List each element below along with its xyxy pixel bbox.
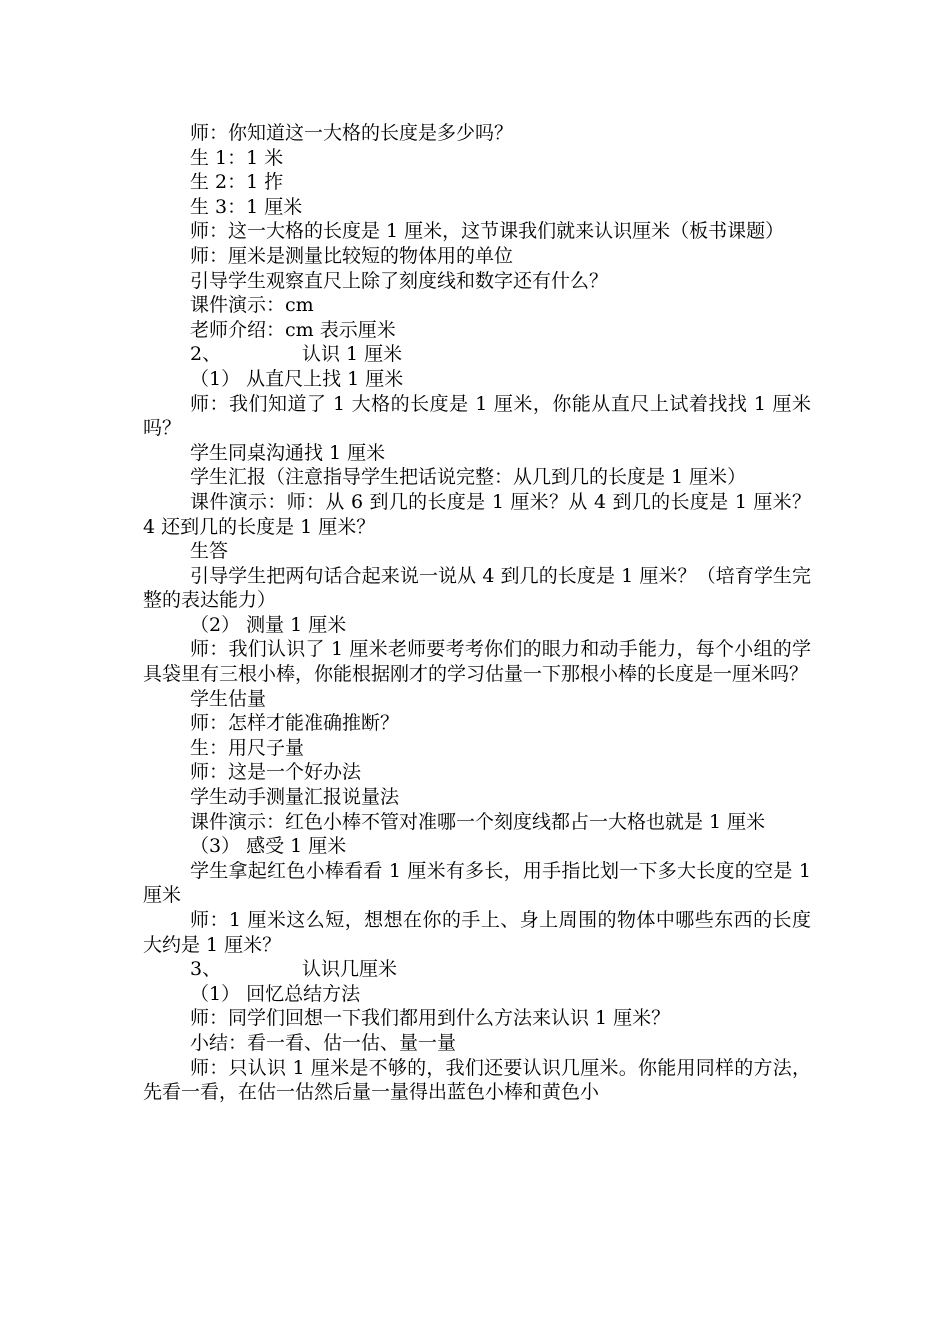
paragraph: 学生汇报（注意指导学生把话说完整：从几到几的长度是 1 厘米） [190,466,747,489]
paragraph: 学生同桌沟通找 1 厘米 [190,441,386,464]
paragraph: 引导学生观察直尺上除了刻度线和数字还有什么？ [190,269,609,292]
paragraph: 小结：看一看、估一估、量一量 [190,1031,457,1054]
paragraph: 生 1：1 米 [190,146,284,169]
section-heading [143,957,811,982]
paragraph: 生：用尺子量 [190,736,305,759]
subsection-heading: （1） 回忆总结方法 [190,982,361,1005]
paragraph: 师：这是一个好办法 [190,761,362,784]
paragraph: 师：我们知道了 1 大格的长度是 1 厘米，你能从直尺上试着找找 1 厘米吗？ [143,392,811,440]
paragraph: 生 3：1 厘米 [190,195,303,218]
document-body [143,121,811,1105]
paragraph: 老师介绍：cm 表示厘米 [190,318,396,341]
section-heading [143,342,811,367]
paragraph: 师：我们认识了 1 厘米老师要考考你们的眼力和动手能力，每个小组的学具袋里有三根小棒，你能根据刚才的学习估量一下那根小棒的长度是一厘米吗？ [143,638,811,686]
paragraph: 师：只认识 1 厘米是不够的，我们还要认识几厘米。你能用同样的方法，先看一看，在估一估然后量一量得出蓝色小棒和黄色小 [143,1056,811,1104]
paragraph: 生 2：1 拃 [190,171,284,194]
paragraph: 学生估量 [190,687,267,710]
paragraph: 师：怎样才能准确推断？ [190,712,400,735]
paragraph: 师：你知道这一大格的长度是多少吗？ [190,122,514,144]
section-title: 认识 1 厘米 [302,343,403,366]
section-number: 2、 [190,343,222,366]
paragraph: 师：厘米是测量比较短的物体用的单位 [190,244,514,267]
subsection-heading: （2） 测量 1 厘米 [190,613,347,636]
paragraph: 课件演示：师：从 6 到几的长度是 1 厘米？从 4 到几的长度是 1 厘米？4 还到几的长度是 1 厘米？ [143,490,811,538]
paragraph: 学生动手测量汇报说量法 [190,786,400,809]
paragraph: 课件演示：红色小棒不管对准哪一个刻度线都占一大格也就是 1 厘米 [190,810,766,833]
section-number: 3、 [190,958,222,981]
subsection-heading: （3） 感受 1 厘米 [190,835,347,858]
paragraph: 师：这一大格的长度是 1 厘米，这节课我们就来认识厘米（板书课题） [190,220,785,243]
paragraph: 师：1 厘米这么短，想想在你的手上、身上周围的物体中哪些东西的长度大约是 1 厘米？ [143,909,811,956]
paragraph: 引导学生把两句话合起来说一说从 4 到几的长度是 1 厘米？（培育学生完整的表达能力） [143,564,811,612]
paragraph: 师：同学们回想一下我们都用到什么方法来认识 1 厘米？ [190,1007,671,1030]
paragraph: 生答 [190,540,229,563]
paragraph: 课件演示：cm [190,294,314,317]
section-title: 认识几厘米 [302,958,398,981]
subsection-heading: （1） 从直尺上找 1 厘米 [190,367,404,390]
paragraph: 学生拿起红色小棒看看 1 厘米有多长，用手指比划一下多大长度的空是 1 厘米 [143,859,811,907]
